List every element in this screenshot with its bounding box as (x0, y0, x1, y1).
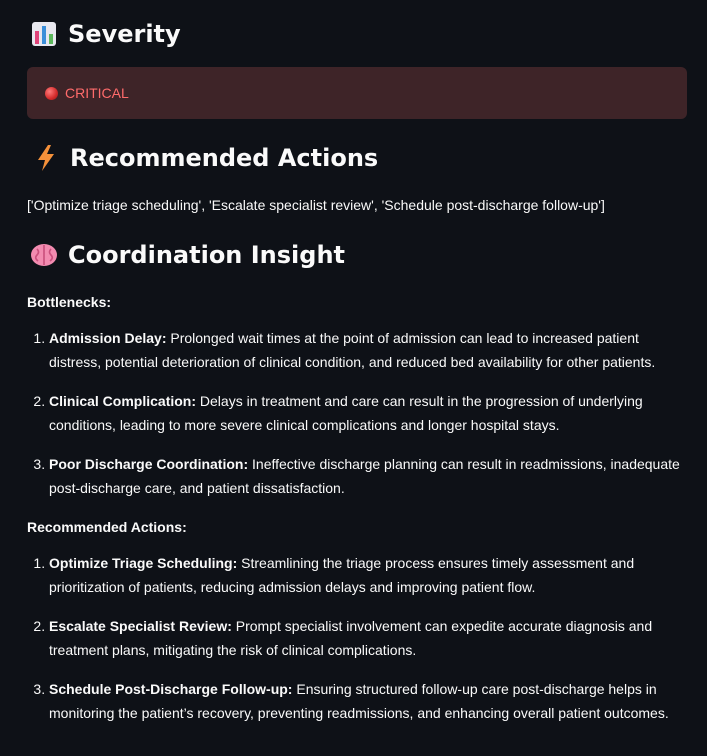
coordination-insight-body (27, 290, 687, 740)
severity-title: Severity (68, 20, 181, 48)
list-item (49, 389, 687, 437)
recommended-actions-heading (32, 144, 378, 172)
actions-list (27, 551, 687, 725)
coordination-insight-title: Coordination Insight (68, 241, 346, 269)
item-title: Schedule Post-Discharge Follow-up: (49, 681, 293, 697)
severity-heading (30, 20, 181, 48)
red-circle-icon (45, 87, 58, 100)
severity-level: CRITICAL (65, 85, 129, 101)
item-text: Ensuring structured follow-up care post-discharge helps in monitoring the patient’s recovery, preventing readmissions, and enhancing overall patient outcomes. (49, 681, 669, 721)
bottlenecks-label: Bottlenecks: (27, 294, 112, 310)
recommended-actions-label: Recommended Actions: (27, 519, 187, 535)
coordination-insight-heading (30, 241, 345, 269)
item-text: Prolonged wait times at the point of admission can lead to increased patient distress, potential deterioration of clinical condition, and reduced bed availability for other patients. (49, 330, 656, 370)
recommended-actions-title: Recommended Actions (70, 144, 379, 172)
lightning-icon (32, 144, 60, 172)
list-item (49, 452, 687, 500)
list-item (49, 614, 687, 662)
item-title: Poor Discharge Coordination: (49, 456, 249, 472)
bar-chart-icon (30, 20, 58, 48)
brain-icon (30, 241, 58, 269)
list-item (49, 326, 687, 374)
item-title: Clinical Complication: (49, 393, 197, 409)
item-title: Escalate Specialist Review: (49, 618, 232, 634)
list-item (49, 551, 687, 599)
severity-alert (27, 67, 687, 119)
bottlenecks-list (27, 326, 687, 500)
recommended-actions-list: ['Optimize triage scheduling', 'Escalate specialist review', 'Schedule post-discharge follow-up'] (27, 197, 605, 213)
item-title: Admission Delay: (49, 330, 167, 346)
item-text: Ineffective discharge planning can result in readmissions, inadequate post-discharge care, and patient dissatisfaction. (49, 456, 680, 496)
item-text: Delays in treatment and care can result in the progression of underlying conditions, leading to more severe clinical complications and longer hospital stays. (49, 393, 643, 433)
item-text: Prompt specialist involvement can expedite accurate diagnosis and treatment plans, mitigating the risk of clinical complications. (49, 618, 653, 658)
item-title: Optimize Triage Scheduling: (49, 555, 238, 571)
list-item (49, 677, 687, 725)
item-text: Streamlining the triage process ensures timely assessment and prioritization of patients, reducing admission delays and improving patient flow. (49, 555, 635, 595)
